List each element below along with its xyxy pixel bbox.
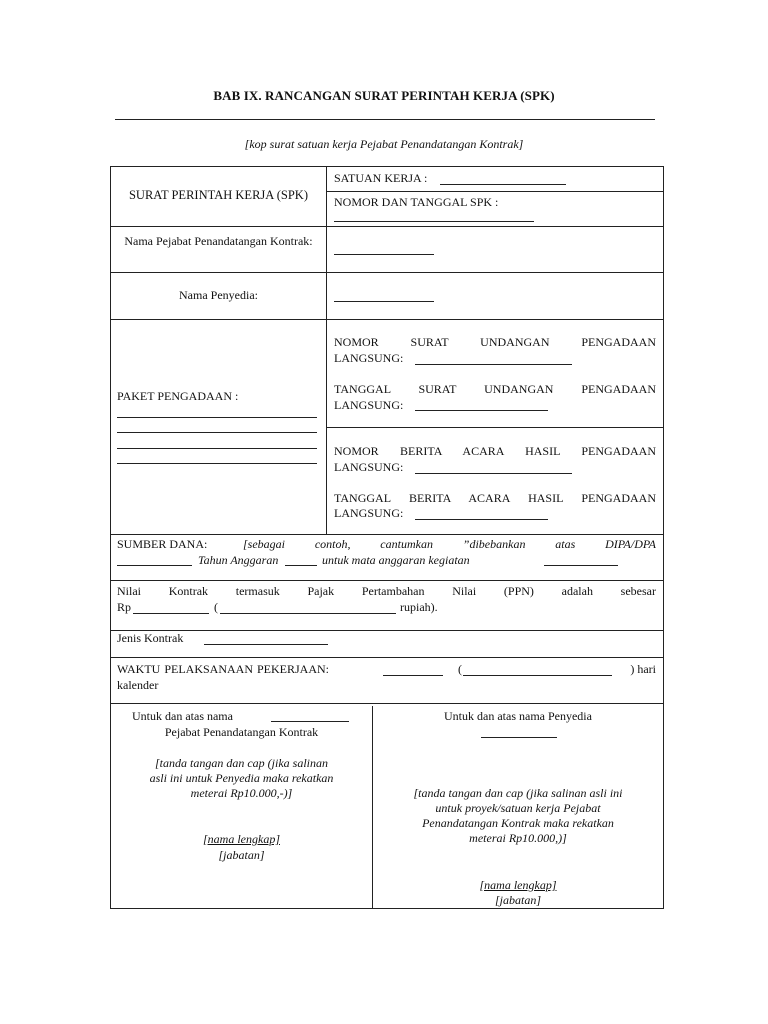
open-paren: ( <box>214 600 218 614</box>
waktu-blank <box>383 675 443 676</box>
paket-blank-3 <box>117 448 317 449</box>
sign-left-note-1: [tanda tangan dan cap (jika salinan <box>155 756 328 770</box>
mata-anggaran-label: untuk mata anggaran kegiatan <box>322 553 470 567</box>
tahun-anggaran-label: Tahun Anggaran <box>198 553 279 567</box>
nomor-ba-langsung: LANGSUNG: <box>334 460 404 474</box>
nomor-tanggal-blank <box>334 221 534 222</box>
nomor-surat-langsung: LANGSUNG: <box>334 351 404 365</box>
tanggal-ba-label: TANGGAL BERITA ACARA HASIL PENGADAAN <box>334 491 656 505</box>
rupiah-label: rupiah). <box>400 600 438 614</box>
sign-right-untuk: Untuk dan atas nama Penyedia <box>444 709 592 723</box>
nilai-kontrak-label: Nilai Kontrak termasuk Pajak Pertambahan Nilai (PPN) adalah sebesar <box>117 584 656 598</box>
tanggal-surat-langsung: LANGSUNG: <box>334 398 404 412</box>
rp-label: Rp <box>117 600 132 614</box>
terbilang-blank <box>220 613 396 614</box>
document-title: BAB IX. RANCANGAN SURAT PERINTAH KERJA (SPK) <box>213 88 555 103</box>
waktu-label: WAKTU PELAKSANAAN PEKERJAAN: <box>117 662 329 676</box>
spk-label: SURAT PERINTAH KERJA (SPK) <box>128 188 308 202</box>
tanggal-surat-blank <box>415 410 548 411</box>
sign-right-note-4: meterai Rp10.000,)] <box>469 831 567 845</box>
pejabat-blank <box>334 254 434 255</box>
sign-left-untuk: Untuk dan atas nama <box>132 709 233 723</box>
sign-right-note-1: [tanda tangan dan cap (jika salinan asli ini <box>413 786 623 800</box>
mata-anggaran-blank <box>544 565 618 566</box>
sumber-dana-note: [sebagai contoh, cantumkan ”dibebankan atas DIPA/DPA <box>243 537 656 551</box>
sumber-dana-label: SUMBER DANA: <box>117 537 208 551</box>
sign-left-jabatan: [jabatan] <box>218 848 265 862</box>
penyedia-blank <box>334 301 434 302</box>
tanggal-ba-blank <box>415 519 548 520</box>
jenis-kontrak-blank <box>204 644 328 645</box>
paket-label: PAKET PENGADAAN : <box>117 389 239 403</box>
sign-right-blank <box>481 737 557 738</box>
sign-left-blank <box>271 721 349 722</box>
sign-right-jabatan: [jabatan] <box>494 893 541 907</box>
waktu-terbilang-blank <box>463 675 612 676</box>
title-divider <box>115 119 655 120</box>
sumber-dana-blank-1 <box>117 565 192 566</box>
sign-left-role: Pejabat Penandatangan Kontrak <box>164 725 319 739</box>
sign-right-name: [nama lengkap] <box>479 878 557 892</box>
nomor-tanggal-label: NOMOR DAN TANGGAL SPK : <box>334 195 499 209</box>
sign-left-note-3: meterai Rp10.000,-)] <box>190 786 293 800</box>
hari-label: ) hari <box>630 662 656 676</box>
tahun-anggaran-blank <box>285 565 317 566</box>
tanggal-surat-label: TANGGAL SURAT UNDANGAN PENGADAAN <box>334 382 656 396</box>
nomor-ba-label: NOMOR BERITA ACARA HASIL PENGADAAN <box>334 444 656 458</box>
paket-blank-4 <box>117 463 317 464</box>
sign-left-name: [nama lengkap] <box>203 832 280 846</box>
pejabat-label: Nama Pejabat Penandatangan Kontrak: <box>124 234 313 248</box>
satuan-kerja-blank <box>440 184 566 185</box>
paket-blank-1 <box>117 417 317 418</box>
sign-right-note-3: Penandatangan Kontrak maka rekatkan <box>422 816 614 830</box>
nomor-surat-blank <box>415 364 572 365</box>
nomor-surat-label: NOMOR SURAT UNDANGAN PENGADAAN <box>334 335 656 349</box>
jenis-kontrak-label: Jenis Kontrak <box>117 631 184 645</box>
tanggal-ba-langsung: LANGSUNG: <box>334 506 404 520</box>
penyedia-label: Nama Penyedia: <box>179 288 258 302</box>
paket-blank-2 <box>117 432 317 433</box>
nomor-ba-blank <box>415 473 572 474</box>
letterhead-placeholder: [kop surat satuan kerja Pejabat Penandatangan Kontrak] <box>244 137 524 151</box>
satuan-kerja-label: SATUAN KERJA : <box>334 171 428 185</box>
sign-left-note-2: asli ini untuk Penyedia maka rekatkan <box>149 771 334 785</box>
waktu-open: ( <box>458 662 462 676</box>
sign-right-note-2: untuk proyek/satuan kerja Pejabat <box>435 801 601 815</box>
kalender-label: kalender <box>117 678 159 692</box>
rp-blank <box>133 613 209 614</box>
